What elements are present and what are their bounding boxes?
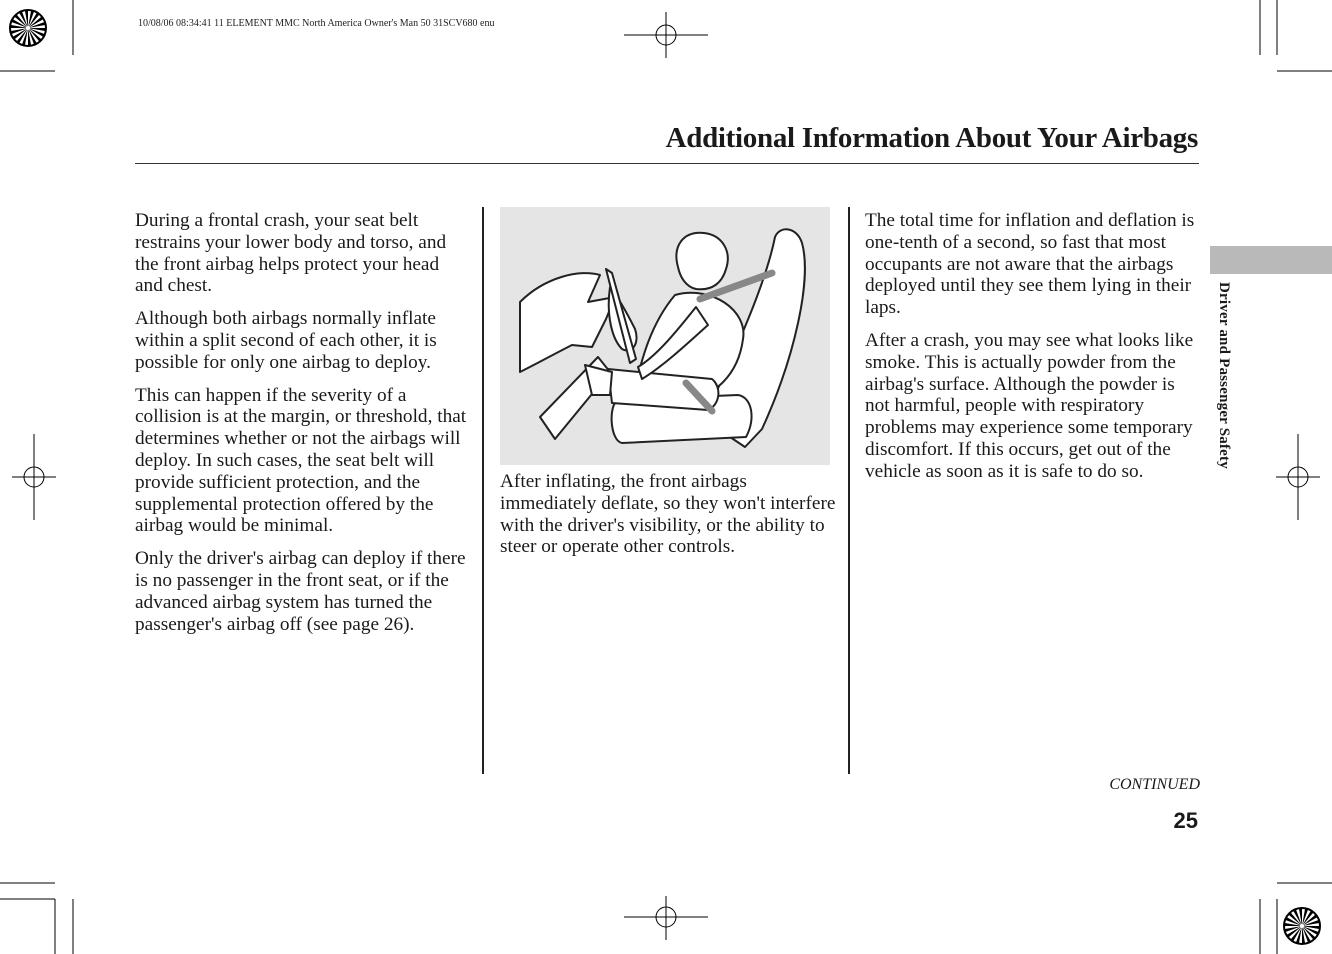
print-job-header: 10/08/06 08:34:41 11 ELEMENT MMC North America Owner's Man 50 31SCV680 enu <box>138 18 495 29</box>
column-divider <box>482 207 484 774</box>
paragraph: Only the driver's airbag can deploy if there is no passenger in the front seat, or if the advanced airbag system has turned the passenger's airbag off (see page 26). <box>135 548 466 635</box>
paragraph: After a crash, you may see what looks like smoke. This is actually powder from the airbag's surface. Although the powder is not harmful, people with respiratory problems may experience some temporary discomfort. If this occurs, get out of the vehicle as soon as it is safe to do so. <box>865 329 1194 482</box>
paragraph: This can happen if the severity of a collision is at the margin, or threshold, that determines whether or not the airbags will deploy. In such cases, the seat belt will provide sufficient protection, and the supplemental protection offered by the airbag would be minimal. <box>135 384 467 537</box>
column-divider <box>848 207 850 774</box>
paragraph: The total time for inflation and deflation is one-tenth of a second, so fast that most occupants are not aware that the airbags deployed until they see them lying in their laps. <box>865 210 1195 319</box>
driver-with-deflated-airbag-illustration <box>500 207 830 465</box>
column-left <box>135 210 470 646</box>
page-title: Additional Information About Your Airbags <box>665 122 1198 154</box>
section-tab-label: Driver and Passenger Safety <box>1216 282 1232 469</box>
crosshair-icon <box>12 434 56 520</box>
crosshair-icon <box>624 896 708 940</box>
page-number: 25 <box>1173 808 1198 833</box>
paragraph: Although both airbags normally inflate within a split second of each other, it is possible for only one airbag to deploy. <box>135 308 437 373</box>
airbag-illustration <box>500 207 830 465</box>
starburst-target-icon <box>10 10 46 46</box>
crosshair-icon <box>624 12 708 58</box>
continued-note: CONTINUED <box>1109 776 1200 793</box>
starburst-target-icon <box>1284 908 1320 944</box>
figure-caption <box>500 471 840 569</box>
title-rule <box>135 163 1199 164</box>
paragraph: During a frontal crash, your seat belt restrains your lower body and torso, and the front airbag helps protect your head and chest. <box>135 210 447 297</box>
crosshair-icon <box>1276 434 1320 520</box>
section-tab <box>1210 246 1332 274</box>
column-right <box>865 210 1200 494</box>
caption-text: After inflating, the front airbags immediately deflate, so they won't interfere with the driver's visibility, or the ability to steer or operate other controls. <box>500 471 836 558</box>
